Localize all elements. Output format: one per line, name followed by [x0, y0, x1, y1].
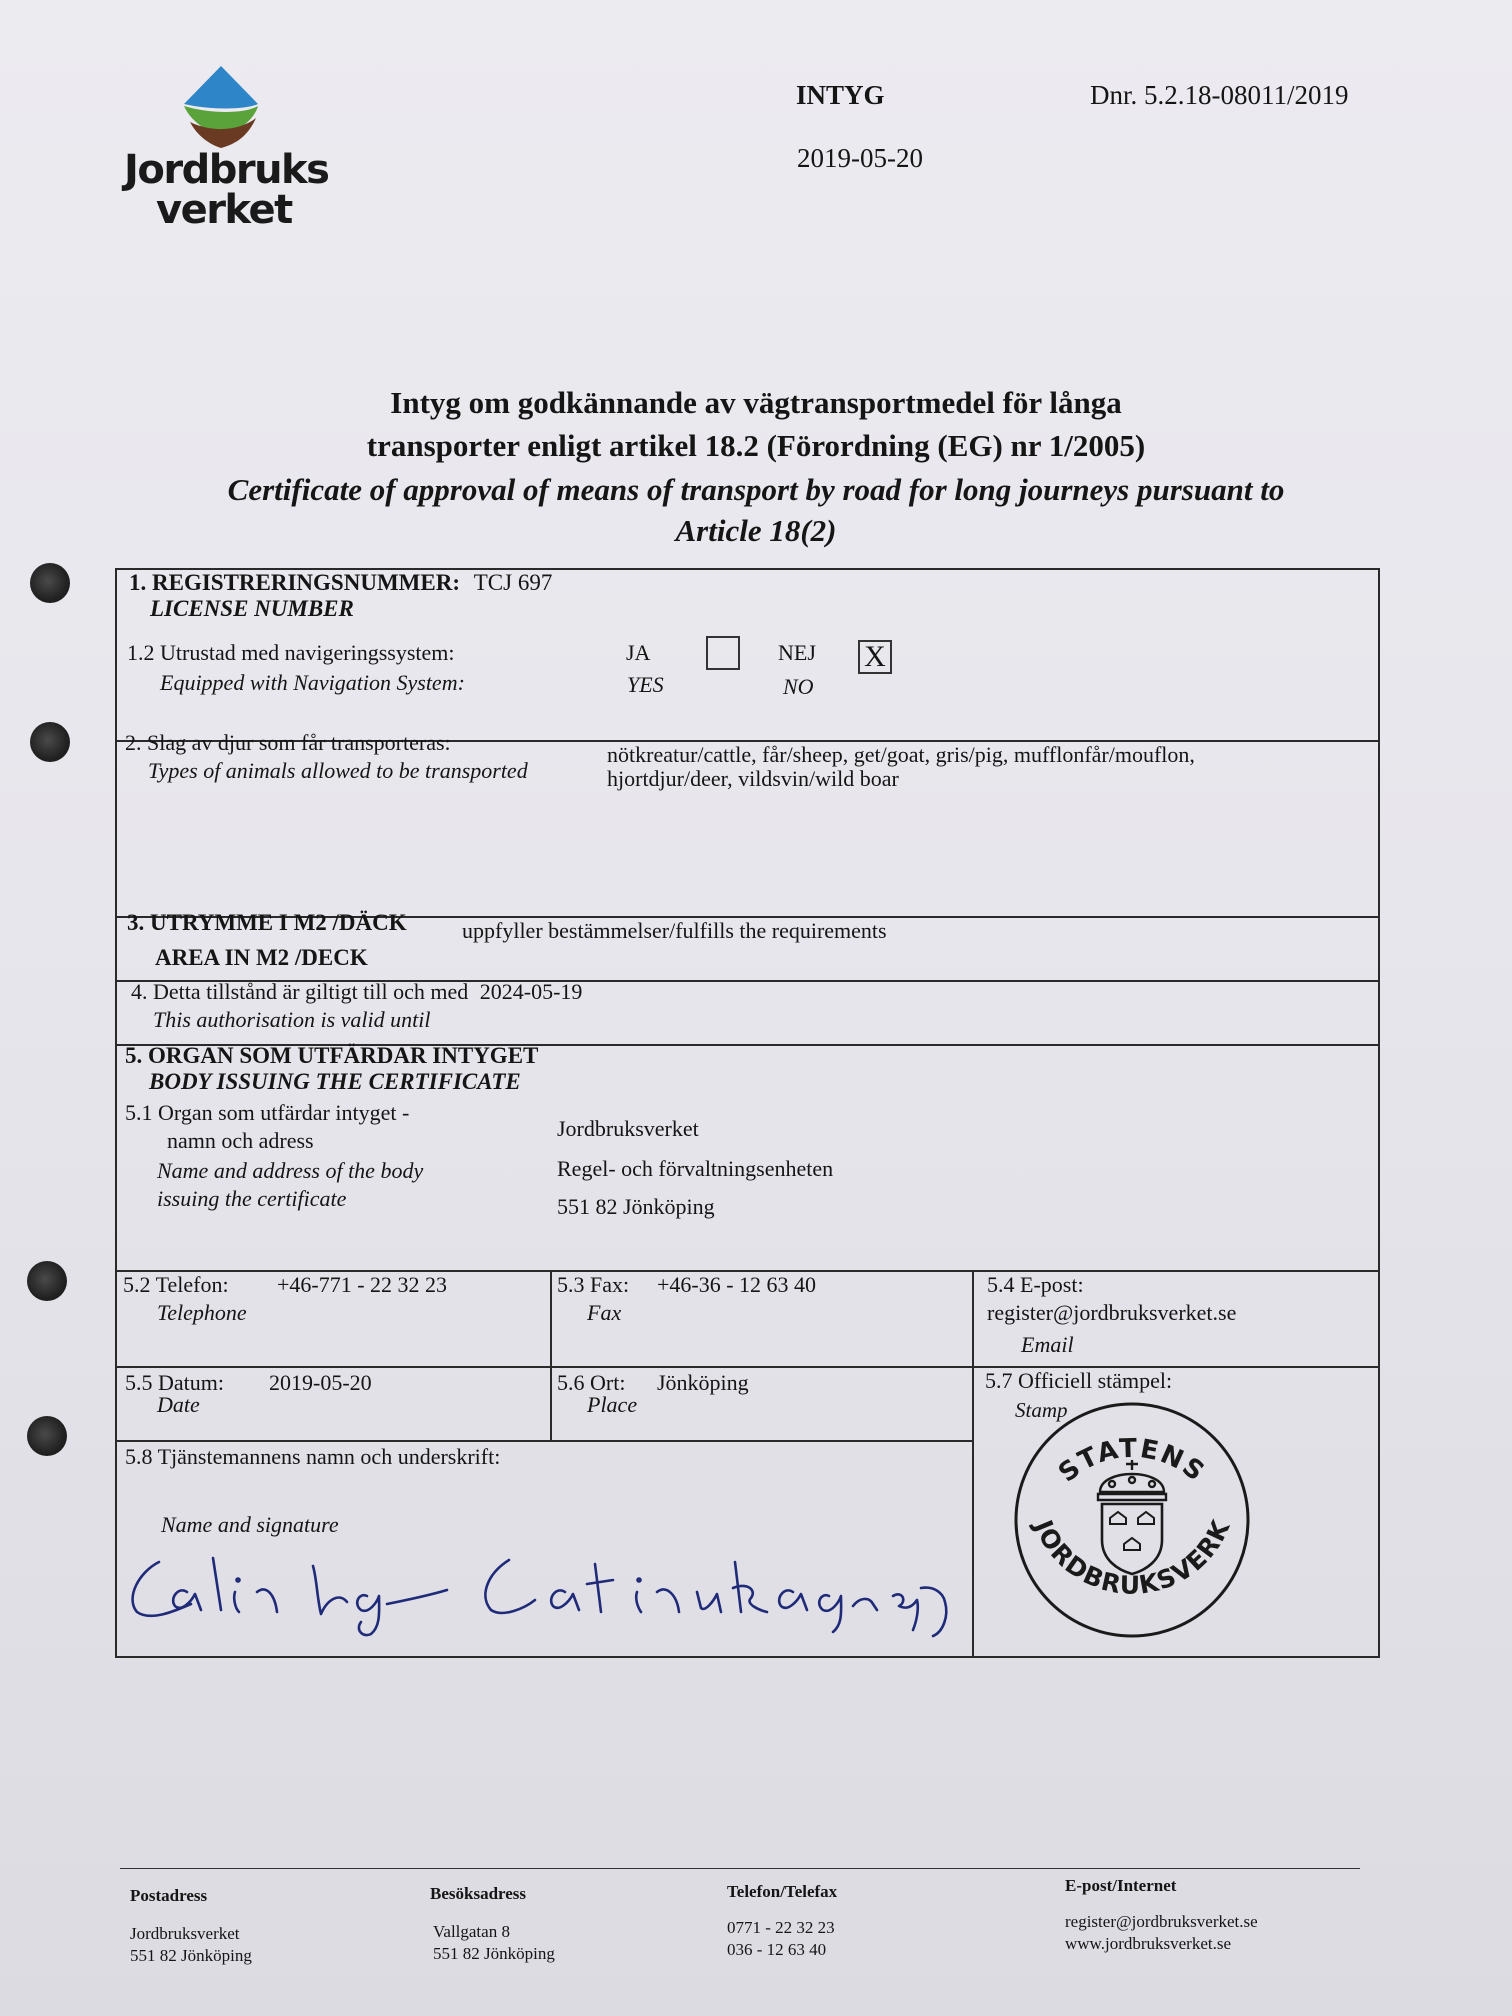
valid-until-label: 4. Detta tillstånd är giltigt till och med	[131, 979, 469, 1004]
telephone-value: +46-771 - 22 32 23	[277, 1272, 448, 1297]
email-label-en: Email	[1021, 1332, 1074, 1357]
email-value: register@jordbruksverket.se	[987, 1300, 1237, 1325]
email-label: 5.4 E-post:	[987, 1272, 1084, 1297]
issuing-body-label-en: BODY ISSUING THE CERTIFICATE	[149, 1069, 521, 1094]
stamp-text-top: STATENS	[1053, 1433, 1211, 1489]
footer-visit-heading: Besöksadress	[430, 1884, 527, 1903]
footer-web-value: register@jordbruksverket.se www.jordbruksverket.se	[1065, 1912, 1258, 1953]
license-number-value: TCJ 697	[473, 570, 553, 595]
animal-types-label-en: Types of animals allowed to be transported	[148, 758, 528, 783]
divider	[550, 1270, 552, 1440]
issuing-body-label: 5. ORGAN SOM UTFÄRDAR INTYGET	[125, 1043, 539, 1068]
area-label-en: AREA IN M2 /DECK	[155, 945, 368, 970]
no-label: NEJ	[778, 640, 816, 665]
punch-hole	[27, 1416, 67, 1456]
navigation-label: 1.2 Utrustad med navigeringssystem:	[127, 640, 455, 665]
punch-hole	[27, 1261, 67, 1301]
footer-post-heading: Postadress	[130, 1886, 208, 1905]
date-value: 2019-05-20	[269, 1370, 372, 1395]
title-en-line2: Article 18(2)	[675, 513, 837, 548]
footer-visit-value: Vallgatan 8 551 82 Jönköping	[433, 1922, 555, 1963]
footer-web-heading: E-post/Internet	[1065, 1876, 1177, 1895]
footer-divider	[120, 1868, 1360, 1869]
title-sv-line2: transporter enligt artikel 18.2 (Förordning (EG) nr 1/2005)	[366, 428, 1146, 463]
animal-types-value-line2: hjortdjur/deer, vildsvin/wild boar	[607, 766, 899, 791]
signature-label-en: Name and signature	[161, 1512, 339, 1537]
place-label-en: Place	[587, 1392, 638, 1417]
stamp-text-bottom: JORDBRUKSVERK	[1028, 1515, 1236, 1600]
punch-hole	[30, 722, 70, 762]
title-sv-line1: Intyg om godkännande av vägtransportmedel för långa	[390, 385, 1122, 420]
issuer-address-3: 551 82 Jönköping	[557, 1194, 715, 1219]
stamp-label-en: Stamp	[1015, 1398, 1068, 1422]
area-label: 3. UTRYMME I M2 /DÄCK	[127, 910, 407, 935]
fax-label-en: Fax	[587, 1300, 622, 1325]
stamp-label: 5.7 Officiell stämpel:	[985, 1368, 1173, 1393]
yes-label-en: YES	[627, 672, 664, 697]
footer-post-value: Jordbruksverket 551 82 Jönköping	[130, 1924, 252, 1965]
date-label: 5.5 Datum:	[125, 1370, 224, 1395]
license-number-label: 1. REGISTRERINGSNUMMER:	[129, 570, 460, 595]
title-en-line1: Certificate of approval of means of transport by road for long journeys pursuant to	[227, 472, 1285, 507]
certificate-form	[115, 568, 1380, 1658]
signature-label: 5.8 Tjänstemannens namn och underskrift:	[125, 1444, 501, 1469]
document-type: INTYG	[796, 80, 885, 110]
place-value: Jönköping	[657, 1370, 749, 1395]
fax-value: +46-36 - 12 63 40	[657, 1272, 817, 1297]
place-label: 5.6 Ort:	[557, 1370, 626, 1395]
s51-label-en-1: Name and address of the body	[157, 1158, 424, 1183]
issuer-address-1: Jordbruksverket	[557, 1116, 699, 1141]
yes-checkbox[interactable]	[706, 636, 740, 670]
date-label-en: Date	[157, 1392, 200, 1417]
official-stamp-icon	[1002, 1400, 1262, 1640]
license-number-label-en: LICENSE NUMBER	[150, 596, 354, 621]
navigation-label-en: Equipped with Navigation System:	[160, 670, 465, 695]
jordbruksverket-logo	[120, 62, 330, 242]
divider	[117, 1440, 972, 1442]
telephone-label: 5.2 Telefon:	[123, 1272, 229, 1297]
s51-label-en-2: issuing the certificate	[157, 1186, 347, 1211]
punch-hole	[30, 563, 70, 603]
divider	[117, 1366, 1380, 1368]
issuer-address-2: Regel- och förvaltningsenheten	[557, 1156, 834, 1181]
animal-types-value-line1: nötkreatur/cattle, får/sheep, get/goat, gris/pig, mufflonfår/mouflon,	[607, 742, 1195, 767]
no-label-en: NO	[783, 674, 814, 699]
svg-text:JORDBRUKSVERK	[1028, 1514, 1236, 1600]
s51-label-2: namn och adress	[167, 1128, 314, 1153]
license-number-row	[129, 570, 552, 596]
logo-text-line1: Jordbruks	[124, 147, 329, 193]
logo-text-line2: verket	[156, 187, 292, 233]
footer-phone-heading: Telefon/Telefax	[727, 1882, 838, 1901]
valid-until-label-en: This authorisation is valid until	[153, 1007, 431, 1032]
document-date: 2019-05-20	[797, 143, 923, 173]
yes-label: JA	[626, 640, 651, 665]
divider	[972, 1270, 974, 1658]
handwritten-signature	[117, 1540, 957, 1640]
no-checkbox[interactable]: X	[858, 640, 892, 674]
s51-label-1: 5.1 Organ som utfärdar intyget -	[125, 1100, 410, 1125]
valid-until-row	[131, 979, 582, 1005]
document-number: Dnr. 5.2.18-08011/2019	[1090, 80, 1349, 110]
footer-phone-value: 0771 - 22 32 23 036 - 12 63 40	[727, 1918, 835, 1959]
area-value: uppfyller bestämmelser/fulfills the requirements	[462, 918, 887, 943]
valid-until-value: 2024-05-19	[479, 979, 583, 1004]
fax-label: 5.3 Fax:	[557, 1272, 630, 1297]
logo-mark-icon	[120, 62, 330, 152]
telephone-label-en: Telephone	[157, 1300, 247, 1325]
animal-types-label: 2. Slag av djur som får transporteras:	[125, 730, 451, 755]
